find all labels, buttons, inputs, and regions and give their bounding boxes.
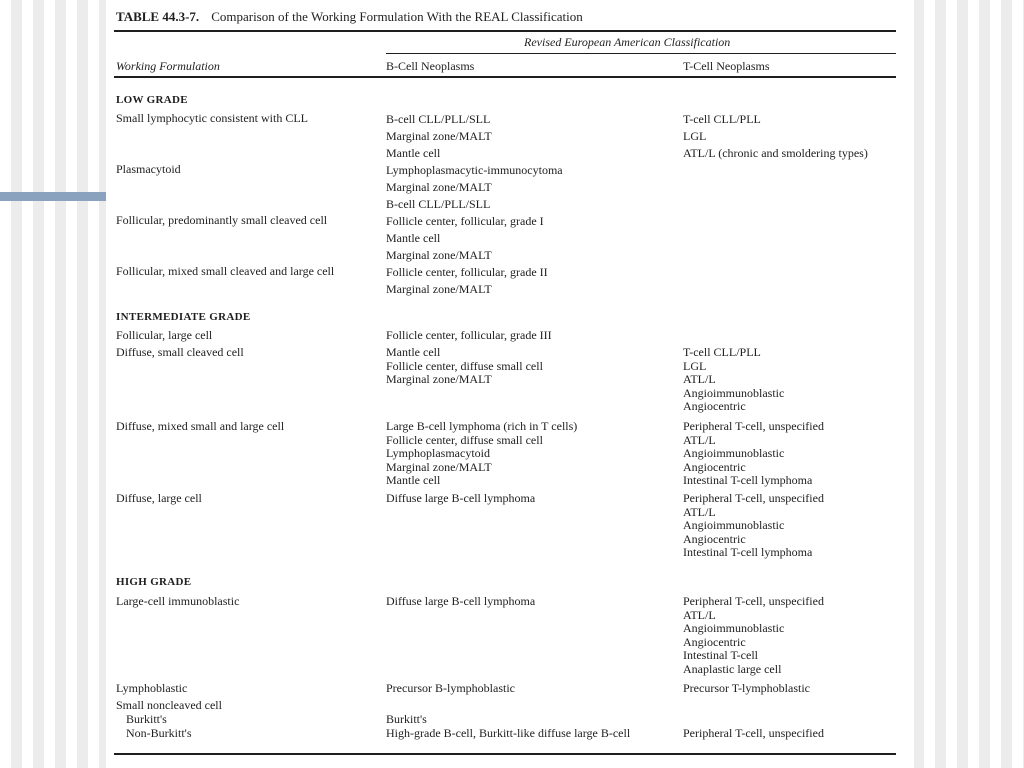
table-panel (106, 0, 914, 768)
tcell-entry: Angioimmunoblastic (683, 385, 785, 400)
tcell-entry: Angiocentric (683, 399, 746, 414)
tcell-entry: LGL (683, 358, 707, 373)
bcell-entry: Mantle cell (386, 146, 441, 160)
bcell-cell-2 (386, 213, 544, 264)
bcell-entry: Marginal zone/MALT (386, 282, 492, 296)
header-working: Working Formulation (116, 59, 220, 73)
header-tcell: T-Cell Neoplasms (683, 59, 770, 73)
working-row-10: Small noncleaved cell (116, 698, 222, 712)
tcell-entry: ATL/L (683, 372, 716, 387)
slide-accent-bar (0, 192, 112, 201)
tcell-cell-9: Precursor T-lymphoblastic (683, 681, 810, 695)
working-row-11: Burkitt's (126, 712, 167, 726)
tcell-entry: Peripheral T-cell, unspecified (683, 594, 824, 608)
tcell-cell-5 (683, 346, 784, 414)
bcell-entry: Marginal zone/MALT (386, 180, 492, 194)
working-row-1: Plasmacytoid (116, 162, 181, 176)
section-intermediate-grade: INTERMEDIATE GRADE (116, 311, 251, 323)
working-row-6: Diffuse, mixed small and large cell (116, 419, 285, 433)
tcell-entry: Angioimmunoblastic (683, 621, 785, 636)
tcell-entry: ATL/L (chronic and smoldering types) (683, 146, 868, 160)
working-row-0: Small lymphocytic consistent with CLL (116, 111, 308, 125)
bcell-cell-11: Burkitt's (386, 712, 427, 726)
header-bcell: B-Cell Neoplasms (386, 59, 475, 73)
tcell-entry: ATL/L (683, 432, 716, 447)
bcell-entry: Marginal zone/MALT (386, 248, 492, 262)
working-row-2: Follicular, predominantly small cleaved cell (116, 213, 328, 227)
bcell-cell-8: Diffuse large B-cell lymphoma (386, 594, 536, 608)
tcell-entry: ATL/L (683, 607, 716, 622)
bcell-cell-1 (386, 162, 563, 213)
bcell-cell-5 (386, 346, 543, 387)
tcell-entry: LGL (683, 129, 707, 143)
bcell-entry: Lymphoplasmacytic-immunocytoma (386, 163, 563, 177)
table-caption (116, 9, 583, 25)
tcell-cell-0 (683, 111, 868, 162)
bcell-entry: Marginal zone/MALT (386, 459, 492, 474)
tcell-entry: Intestinal T-cell lymphoma (683, 545, 813, 560)
tcell-entry: Angioimmunoblastic (683, 446, 785, 461)
tcell-entry: Angiocentric (683, 459, 746, 474)
bcell-entry: Marginal zone/MALT (386, 129, 492, 143)
section-high-grade: HIGH GRADE (116, 576, 192, 588)
top-rule (114, 30, 896, 32)
tcell-cell-6 (683, 420, 824, 488)
bcell-entry: Follicle center, diffuse small cell (386, 358, 543, 373)
tcell-cell-8 (683, 595, 824, 677)
tcell-entry: T-cell CLL/PLL (683, 345, 761, 359)
bcell-cell-9: Precursor B-lymphoblastic (386, 681, 515, 695)
bcell-entry: B-cell CLL/PLL/SLL (386, 112, 491, 126)
bcell-entry: Lymphoplasmacytoid (386, 446, 490, 461)
table-title: Comparison of the Working Formulation With the REAL Classification (211, 9, 583, 24)
header-real: Revised European American Classification (524, 35, 731, 49)
tcell-entry: Angiocentric (683, 531, 746, 546)
bcell-entry: Follicle center, follicular, grade I (386, 214, 544, 228)
header-rule (114, 76, 896, 78)
tcell-cell-7 (683, 492, 824, 560)
tcell-entry: Intestinal T-cell lymphoma (683, 473, 813, 488)
tcell-entry: Intestinal T-cell (683, 648, 758, 663)
bcell-entry: Mantle cell (386, 231, 441, 245)
bcell-cell-4: Follicle center, follicular, grade III (386, 328, 552, 342)
working-row-8: Large-cell immunoblastic (116, 594, 240, 608)
working-row-7: Diffuse, large cell (116, 491, 202, 505)
tcell-entry: ATL/L (683, 504, 716, 519)
tcell-entry: T-cell CLL/PLL (683, 112, 761, 126)
tcell-entry: Anaplastic large cell (683, 661, 782, 676)
section-low-grade: LOW GRADE (116, 94, 188, 106)
bcell-entry: Marginal zone/MALT (386, 372, 492, 387)
bcell-cell-3 (386, 264, 548, 298)
bcell-entry: Mantle cell (386, 345, 441, 359)
table-number: TABLE 44.3-7. (116, 9, 200, 24)
bcell-entry: Follicle center, follicular, grade II (386, 265, 548, 279)
bcell-cell-6 (386, 420, 577, 488)
working-row-5: Diffuse, small cleaved cell (116, 345, 244, 359)
bcell-entry: Follicle center, diffuse small cell (386, 432, 543, 447)
tcell-entry: Peripheral T-cell, unspecified (683, 491, 824, 505)
tcell-entry: Angioimmunoblastic (683, 518, 785, 533)
bcell-cell-7: Diffuse large B-cell lymphoma (386, 491, 536, 505)
bcell-cell-0 (386, 111, 492, 162)
bcell-entry: Large B-cell lymphoma (rich in T cells) (386, 419, 578, 433)
working-row-4: Follicular, large cell (116, 328, 213, 342)
bcell-entry: Mantle cell (386, 473, 441, 488)
tcell-cell-12: Peripheral T-cell, unspecified (683, 726, 824, 740)
bcell-cell-12: High-grade B-cell, Burkitt-like diffuse large B-cell (386, 726, 631, 740)
working-row-9: Lymphoblastic (116, 681, 188, 695)
working-row-12: Non-Burkitt's (126, 726, 192, 740)
bcell-entry: B-cell CLL/PLL/SLL (386, 197, 491, 211)
tcell-entry: Angiocentric (683, 634, 746, 649)
real-header-rule (386, 53, 896, 54)
working-row-3: Follicular, mixed small cleaved and large cell (116, 264, 335, 278)
tcell-entry: Peripheral T-cell, unspecified (683, 419, 824, 433)
bottom-rule (114, 753, 896, 755)
